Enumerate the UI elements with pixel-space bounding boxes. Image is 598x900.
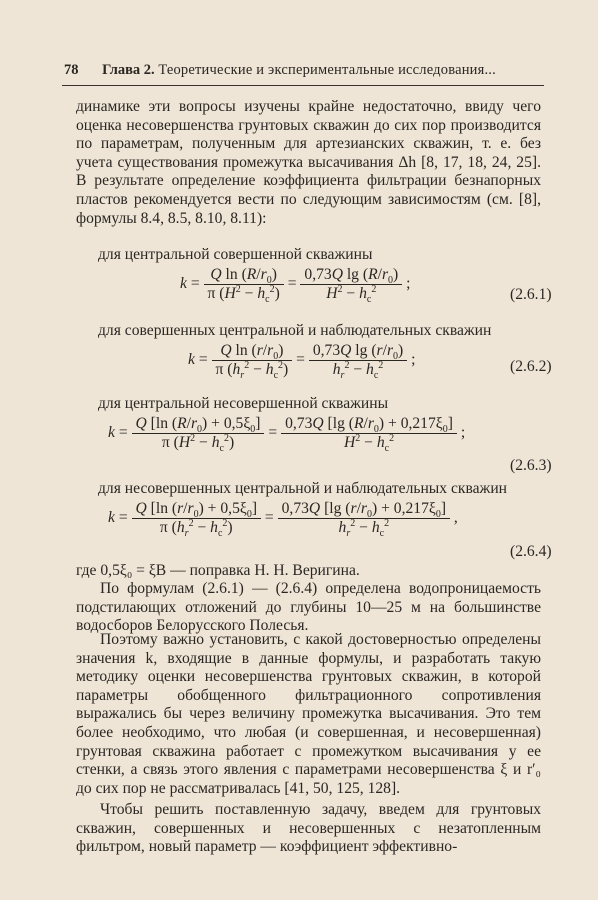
- eq2-number: (2.6.2): [510, 358, 552, 375]
- eq4-number: (2.6.4): [510, 543, 552, 560]
- equation-2-6-1: k = $\frac{Q \ln (R/r_0)}{\pi (H^2 - h_c^2)}$ = $\frac{0,73Q \lg (R/r_0)}{H^2 - h_c^2}$ ;: [180, 266, 411, 306]
- running-header: [64, 62, 544, 79]
- eq3-number: (2.6.3): [510, 457, 552, 474]
- where-line: где 0,5ξ₀ = ξB — поправка Н. Н. Веригина.: [76, 562, 360, 579]
- eq2-intro: для совершенных центральной и наблюдательных скважин: [98, 322, 492, 339]
- header-rule: [62, 85, 544, 86]
- paragraph-4: Чтобы решить поставленную задачу, введем для грунтовых скважин, совершенных и несовершенных с незатопленным фильтром, новый параметр — коэффициент эффективно-: [76, 801, 541, 856]
- page-number: 78: [64, 62, 79, 78]
- paragraph-2: По формулам (2.6.1) — (2.6.4) определена водопроницаемость подстилающих отложений до глубины 10—25 м на большинстве водосборов Белорусского Полесья.: [76, 580, 541, 635]
- eq1-number: (2.6.1): [510, 286, 552, 303]
- eq4-intro: для несовершенных центральной и наблюдательных скважин: [98, 480, 508, 497]
- eq1-intro: для центральной совершенной скважины: [98, 246, 373, 263]
- section-title: Теоретические и экспериментальные исследования...: [158, 62, 496, 78]
- equation-2-6-3: k = $\frac{Q [\ln (R/r_0) + 0,5\xi_0]}{\pi (H^2 - h_c^2)}$ = $\frac{0,73Q [\lg (R/r_0) + 0,217\xi_0]}{H^2 - h_c^2}$ ;: [108, 415, 466, 455]
- eq3-intro: для центральной несовершенной скважины: [98, 395, 389, 412]
- equation-2-6-2: k = $\frac{Q \ln (r/r_0)}{\pi (h_r^2 - h_c^2)}$ = $\frac{0,73Q \lg (r/r_0)}{h_r^2 - h_c^2}$ ;: [188, 342, 416, 382]
- paragraph-1: динамике эти вопросы изучены крайне недостаточно, ввиду чего оценка несовершенства грунтовых скважин до сих пор производится по параметрам, полученным для артезианских скважин, т. е. без учета существования промежутка высачивания Δh [8, 17, 18, 24, 25]. В результате определение коэффициента фильтрации безнапорных пластов рекомендуется вести по следующим зависимостям (см. [8], формулы 8.4, 8.5, 8.10, 8.11):: [76, 98, 541, 227]
- equation-2-6-4: k = $\frac{Q [\ln (r/r_0) + 0,5\xi_0]}{\pi (h_r^2 - h_c^2)}$ = $\frac{0,73Q [\lg (r/r_0) + 0,217\xi_0]}{h_r^2 - h_c^2}$ ,: [108, 500, 458, 540]
- chapter-label: Глава 2.: [102, 62, 155, 78]
- paragraph-3: Поэтому важно установить, с какой достоверностью определены значения k, входящие в данные формулы, и разработать такую методику оценки несовершенства грунтовых скважин, в которой параметры обобщенного фильтрационного сопротивления выражались бы через величину промежутка высачивания. Это тем более необходимо, что любая (и совершенная, и несовершенная) грунтовая скважина работает с промежутком высачивания у ее стенки, а связь этого явления с параметрами несовершенства ξ и r′₀ до сих пор не рассматривалась [41, 50, 125, 128].: [76, 631, 541, 797]
